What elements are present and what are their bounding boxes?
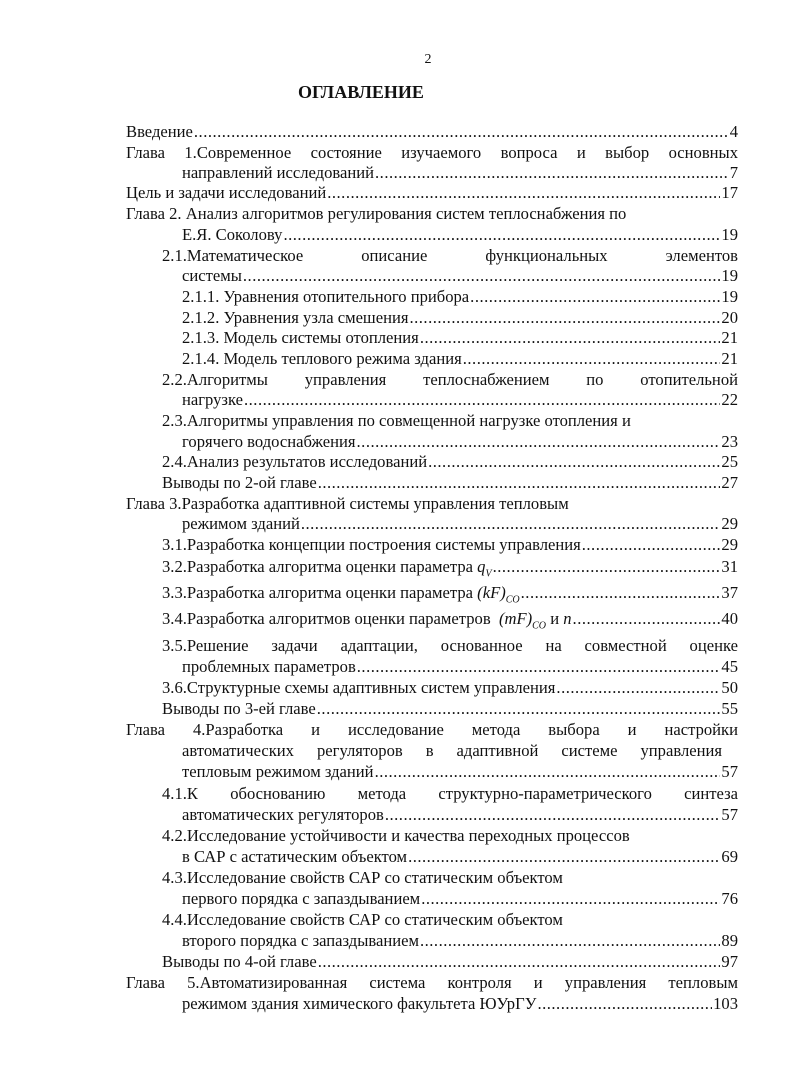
page-ref: 57 [721,805,738,824]
toc-entry-2-1-3[interactable]: 2.1.3. Модель системы отопления ..... 21 [182,328,738,348]
math-kf-co: $(kF)_{CO}$ [477,583,520,606]
toc-entry-2-2[interactable]: 2.2.Алгоритмы управления теплоснабжением по отопительной [162,370,738,389]
page-ref: 19 [721,266,738,285]
page-ref: 20 [721,308,738,327]
page-ref: 97 [721,952,738,971]
toc-entry-2-1-2[interactable]: 2.1.2. Уравнения узла смешения ..... 20 [182,308,738,328]
page-ref: 23 [721,432,738,451]
page-ref: 50 [721,678,738,697]
page-ref: 21 [721,349,738,368]
toc-entry-chapter-3[interactable]: Глава 3.Разработка адаптивной системы управления тепловым [126,494,569,513]
toc-entry-conclusions-3[interactable]: Выводы по 3-ей главе ..... 55 [162,699,738,719]
toc-entry-chapter-4-cont2[interactable]: тепловым режимом зданий ..... 57 [182,762,738,782]
page-ref: 21 [721,328,738,347]
page-ref: 57 [721,762,738,781]
toc-entry-chapter-3-cont[interactable]: режимом зданий ..... 29 [182,514,738,534]
toc-entry-3-6[interactable]: 3.6.Структурные схемы адаптивных систем управления ..... 50 [162,678,738,698]
toc-entry-4-4[interactable]: 4.4.Исследование свойств САР со статическим объектом [162,910,563,929]
page-ref: 55 [721,699,738,718]
toc-entry-intro[interactable]: Введение ..... 4 [126,122,738,142]
toc-entry-3-2[interactable]: 3.2.Разработка алгоритма оценки параметра $q_V$ ..... 31 [162,557,738,584]
page-ref: 69 [721,847,738,866]
toc-entry-chapter-2[interactable]: Глава 2. Анализ алгоритмов регулирования систем теплоснабжения по [126,204,627,223]
toc-entry-chapter-5[interactable]: Глава 5.Автоматизированная система контроля и управления тепловым [126,973,738,992]
math-mf-co: $(mF)_{CO}$ [498,609,547,632]
page-ref: 29 [721,514,738,533]
toc-entry-2-4[interactable]: 2.4.Анализ результатов исследований ..... 25 [162,452,738,472]
toc-entry-4-1[interactable]: 4.1.К обоснованию метода структурно-параметрического синтеза [162,784,738,803]
page-ref: 7 [729,163,738,182]
toc-entry-2-1[interactable]: 2.1.Математическое описание функциональных элементов [162,246,738,265]
toc-entry-2-3[interactable]: 2.3.Алгоритмы управления по совмещенной нагрузке отопления и [162,411,631,430]
toc-entry-3-5[interactable]: 3.5.Решение задачи адаптации, основанное на совместной оценке [162,636,738,655]
math-n: n [563,609,572,628]
page-ref: 40 [721,609,738,628]
math-q-v: $q_V$ [477,557,492,580]
toc-entry-4-3-cont[interactable]: первого порядка с запаздыванием ..... 76 [182,889,738,909]
toc-entry-2-3-cont[interactable]: горячего водоснабжения ..... 23 [182,432,738,452]
page-ref: 27 [721,473,738,492]
toc-entry-4-4-cont[interactable]: второго порядка с запаздыванием ..... 89 [182,931,738,951]
toc-entry-goals[interactable]: Цель и задачи исследований ..... 17 [126,183,738,203]
toc-entry-3-3[interactable]: 3.3.Разработка алгоритма оценки параметра $(kF)_{CO}$ ..... 37 [162,583,738,610]
page-ref: 31 [721,557,738,576]
toc-entry-2-1-1[interactable]: 2.1.1. Уравнения отопительного прибора ..... 19 [182,287,738,307]
page-ref: 19 [721,287,738,306]
toc-entry-3-5-cont[interactable]: проблемных параметров ..... 45 [182,657,738,677]
toc-entry-2-1-4[interactable]: 2.1.4. Модель теплового режима здания ..... 21 [182,349,738,369]
page-ref: 89 [721,931,738,950]
page-ref: 19 [721,225,738,244]
toc-entry-4-3[interactable]: 4.3.Исследование свойств САР со статическим объектом [162,868,563,887]
toc-entry-2-2-cont[interactable]: нагрузке ..... 22 [182,390,738,410]
toc-entry-4-2-cont[interactable]: в САР с астатическим объектом ..... 69 [182,847,738,867]
toc-entry-chapter-2-cont[interactable]: Е.Я. Соколову ..... 19 [182,225,738,245]
toc-entry-chapter-1[interactable]: Глава 1.Современное состояние изучаемого вопроса и выбор основных [126,143,738,162]
page-title: ОГЛАВЛЕНИЕ [298,82,424,102]
page-ref: 25 [721,452,738,471]
toc-entry-chapter-4-cont[interactable]: автоматических регуляторов в адаптивной системе управления [182,741,722,760]
page-ref: 4 [729,122,738,141]
toc-entry-2-1-cont[interactable]: системы ..... 19 [182,266,738,286]
toc-entry-3-1[interactable]: 3.1.Разработка концепции построения системы управления ..... 29 [162,535,738,555]
page-number: 2 [424,52,432,67]
page-ref: 29 [721,535,738,554]
page-ref: 45 [721,657,738,676]
toc-entry-chapter-1-cont[interactable]: направлений исследований ..... 7 [182,163,738,183]
toc-entry-3-4[interactable]: 3.4.Разработка алгоритмов оценки параметров $(mF)_{CO}$ и n ..... 40 [162,609,738,636]
page-ref: 17 [721,183,738,202]
toc-entry-conclusions-4[interactable]: Выводы по 4-ой главе ..... 97 [162,952,738,972]
page-ref: 37 [721,583,738,602]
page-ref: 22 [721,390,738,409]
toc-entry-conclusions-2[interactable]: Выводы по 2-ой главе ..... 27 [162,473,738,493]
page-ref: 76 [721,889,738,908]
toc-entry-chapter-5-cont[interactable]: режимом здания химического факультета ЮУрГУ ..... 103 [182,994,738,1014]
toc-entry-4-2[interactable]: 4.2.Исследование устойчивости и качества переходных процессов [162,826,630,845]
toc-entry-chapter-4[interactable]: Глава 4.Разработка и исследование метода выбора и настройки [126,720,738,739]
page-ref: 103 [713,994,738,1013]
toc-entry-4-1-cont[interactable]: автоматических регуляторов ..... 57 [182,805,738,825]
